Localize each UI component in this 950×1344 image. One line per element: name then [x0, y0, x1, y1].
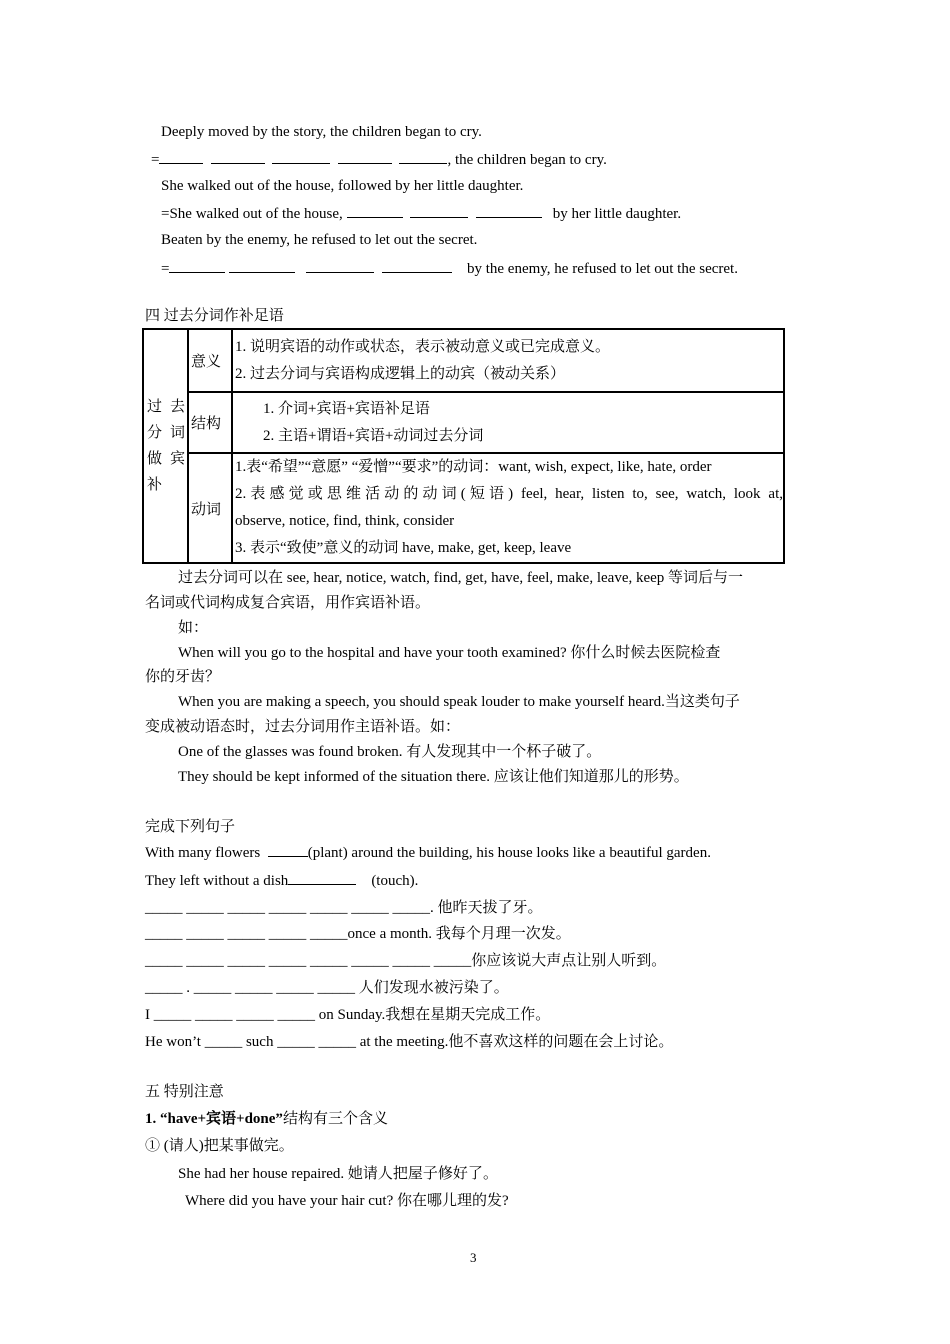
blank[interactable] — [268, 842, 308, 857]
blank[interactable] — [229, 258, 295, 273]
example-line: 你的牙齿？ — [145, 669, 221, 685]
paragraph-line: 过去分词可以在 see, hear, notice, watch, find, get, have, feel, make, leave, keep 等词后与一 — [178, 570, 744, 586]
example-line: Where did you have your hair cut? 你在哪儿理的发? — [185, 1193, 509, 1209]
example-line: Beaten by the enemy, he refused to let out the secret. — [161, 232, 478, 248]
blank[interactable] — [382, 258, 452, 273]
exercise-item[interactable]: _____ _____ _____ _____ _____ _____ _____ _____你应该说大声点让别人听到。 — [145, 953, 667, 969]
blank[interactable] — [211, 149, 265, 164]
example-line: When you are making a speech, you should speak louder to make yourself heard.当这类句子 — [178, 694, 740, 710]
example-line: One of the glasses was found broken. 有人发现其中一个杯子破了。 — [178, 744, 602, 760]
exercise-item: With many flowers (plant) around the building, his house looks like a beautiful garden. — [145, 842, 711, 863]
example-line: They should be kept informed of the situation there. 应该让他们知道那儿的形势。 — [178, 769, 689, 785]
side-label-cell: 过 去 分 词 做 宾 补 — [143, 329, 188, 563]
blank[interactable] — [272, 149, 330, 164]
fill-line: = by the enemy, he refused to let out the secret. — [161, 258, 738, 279]
blank[interactable] — [476, 203, 542, 218]
fill-line: = , the children began to cry. — [151, 149, 607, 170]
exercise-item[interactable]: _____ _____ _____ _____ _____once a month. 我每个月理一次发。 — [145, 926, 571, 942]
blank[interactable] — [347, 203, 403, 218]
example-line: She walked out of the house, followed by her little daughter. — [161, 178, 524, 194]
blank[interactable] — [288, 870, 356, 885]
verbs-cell: 1.表“希望”“意愿” “爱憎”“要求”的动词：want, wish, expect, like, hate, order 2.表感觉或思维活动的动词(短语) feel, hear, listen to, see, watch, look at, observe, notice, find, think, consider 3. 表示“致使”意义的动词 have, make, get, keep, leave — [232, 453, 784, 563]
blank[interactable] — [169, 258, 225, 273]
exercise-item[interactable]: He won’t _____ such _____ _____ at the meeting.他不喜欢这样的问题在会上讨论。 — [145, 1034, 674, 1050]
row-label-structure: 结构 — [188, 392, 232, 453]
example-line: 变成被动语态时，过去分词用作主语补语。如： — [145, 719, 461, 735]
example-line: She had her house repaired. 她请人把屋子修好了。 — [178, 1166, 498, 1182]
structure-cell: 1. 介词+宾语+宾语补足语 2. 主语+谓语+宾语+动词过去分词 — [232, 392, 784, 453]
exercise-item[interactable]: _____ . _____ _____ _____ _____ 人们发现水被污染了。 — [145, 980, 509, 996]
exercise-heading: 完成下列句子 — [145, 819, 236, 835]
example-line: Deeply moved by the story, the children began to cry. — [161, 124, 482, 140]
row-label-meaning: 意义 — [188, 329, 232, 392]
summary-table — [142, 328, 785, 564]
paragraph-line: 如： — [178, 620, 209, 636]
blank[interactable] — [306, 258, 374, 273]
exercise-item[interactable]: I _____ _____ _____ _____ on Sunday.我想在星期天完成工作。 — [145, 1007, 551, 1023]
exercise-item[interactable]: _____ _____ _____ _____ _____ _____ _____. 他昨天拔了牙。 — [145, 900, 543, 916]
blank[interactable] — [399, 149, 447, 164]
section-heading: 五 特别注意 — [145, 1084, 224, 1100]
fill-line: =She walked out of the house, by her little daughter. — [161, 203, 681, 224]
page-number: 3 — [470, 1250, 477, 1265]
meaning-cell: 1. 说明宾语的动作或状态，表示被动意义或已完成意义。 2. 过去分词与宾语构成逻辑上的动宾（被动关系） — [232, 329, 784, 392]
blank[interactable] — [338, 149, 392, 164]
example-line: When will you go to the hospital and have your tooth examined? 你什么时候去医院检查 — [178, 645, 721, 661]
exercise-item: They left without a dish (touch). — [145, 870, 418, 891]
blank[interactable] — [410, 203, 468, 218]
list-item: ① (请人)把某事做完。 — [145, 1138, 294, 1154]
section-heading: 四 过去分词作补足语 — [145, 308, 284, 324]
row-label-verbs: 动词 — [188, 453, 232, 563]
subheading: 1. “have+宾语+done”结构有三个含义 — [145, 1111, 388, 1127]
blank[interactable] — [159, 149, 203, 164]
paragraph-line: 名词或代词构成复合宾语，用作宾语补语。 — [145, 595, 431, 611]
